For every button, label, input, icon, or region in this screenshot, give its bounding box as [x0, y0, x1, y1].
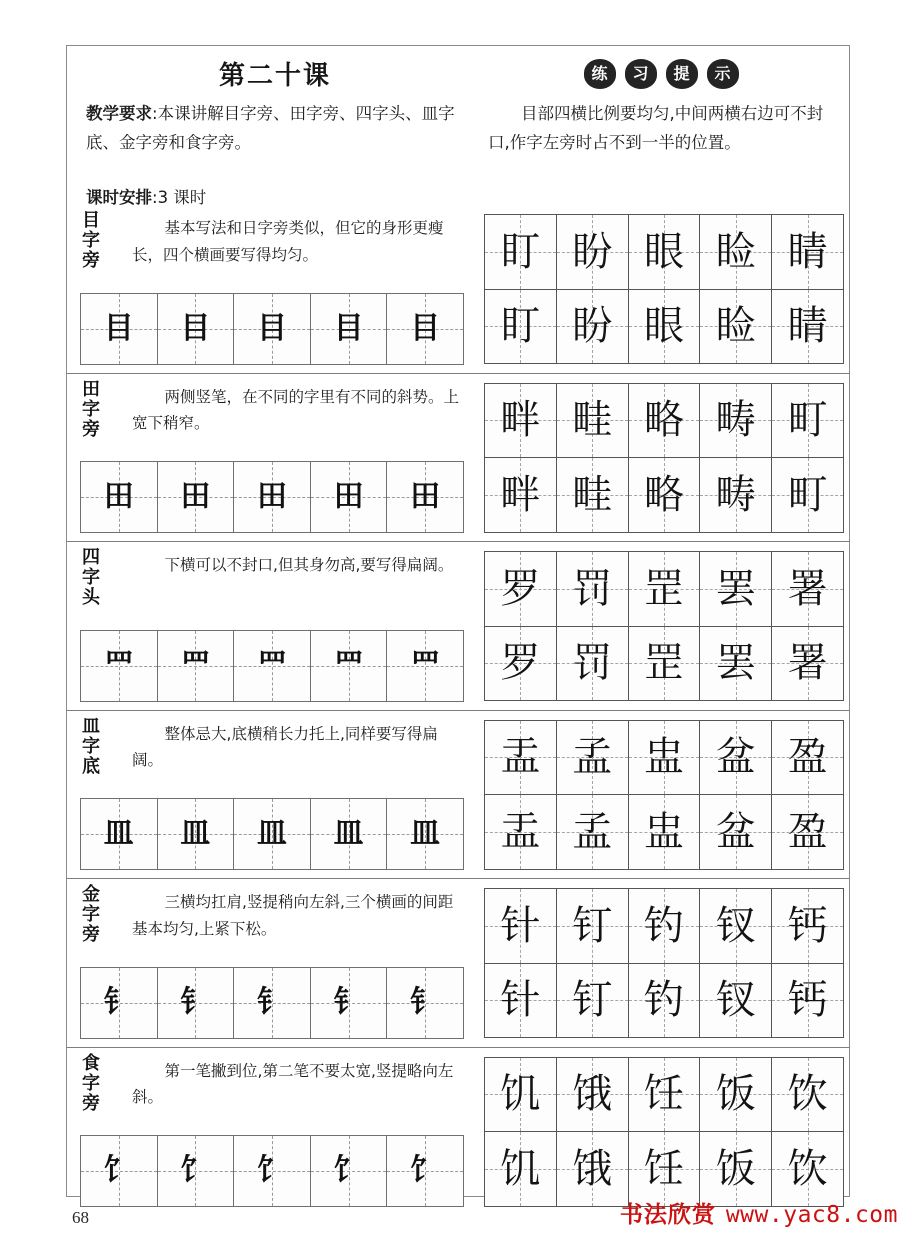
practice-cell[interactable]	[234, 462, 311, 532]
lesson-row-right	[478, 542, 850, 710]
practice-glyph: 罒	[180, 647, 211, 683]
lesson-row	[66, 205, 850, 373]
character-glyph: 盂	[500, 808, 541, 855]
character-grid-row	[485, 889, 843, 964]
lesson-rows	[66, 205, 850, 1215]
practice-glyph: 皿	[256, 816, 287, 851]
character-glyph: 饿	[572, 1071, 613, 1118]
practice-grid	[80, 1135, 464, 1207]
radical-description: 整体忌大,底横稍长力托上,同样要写得扁阔。	[132, 724, 438, 770]
character-glyph: 针	[500, 977, 541, 1024]
character-cell[interactable]	[700, 889, 772, 963]
radical-name: 四字头	[82, 547, 100, 609]
practice-cell[interactable]	[387, 631, 463, 701]
character-glyph: 钓	[643, 902, 684, 949]
character-grid-row	[485, 290, 843, 364]
character-glyph: 盯	[500, 303, 541, 350]
character-cell[interactable]	[485, 290, 557, 364]
character-cell[interactable]	[629, 290, 701, 364]
character-cell[interactable]	[629, 1058, 701, 1132]
character-glyph: 睛	[787, 303, 828, 350]
practice-glyph: 饣	[180, 1153, 211, 1188]
character-cell[interactable]	[557, 458, 629, 532]
practice-cell[interactable]	[158, 1136, 235, 1206]
tip-badge-1: 练	[584, 59, 616, 89]
radical-description: 下横可以不封口,但其身勿高,要写得扁阔。	[164, 556, 454, 574]
tip-badge-3: 提	[666, 59, 698, 89]
character-cell[interactable]	[700, 795, 772, 869]
character-cell[interactable]	[557, 627, 629, 701]
character-cell[interactable]	[629, 552, 701, 626]
practice-grid	[80, 630, 464, 702]
character-glyph: 盂	[500, 734, 541, 781]
character-cell[interactable]	[557, 1132, 629, 1206]
radical-name: 皿字底	[82, 715, 100, 777]
lesson-row-left	[66, 711, 478, 879]
character-cell[interactable]	[700, 1132, 772, 1206]
radical-description: 三横均扛肩,竖提稍向左斜,三个横画的间距基本均匀,上紧下松。	[132, 893, 454, 938]
practice-glyph: 罒	[256, 647, 287, 683]
character-grid	[484, 383, 844, 533]
character-glyph: 盆	[715, 808, 756, 855]
character-grid-row	[485, 384, 843, 459]
character-grid-row	[485, 1132, 843, 1206]
character-cell[interactable]	[557, 290, 629, 364]
character-glyph: 孟	[572, 808, 613, 855]
character-cell[interactable]	[772, 458, 843, 532]
character-cell[interactable]	[772, 215, 843, 289]
character-glyph: 盯	[500, 228, 541, 275]
character-glyph: 署	[787, 565, 828, 612]
character-cell[interactable]	[772, 1132, 843, 1206]
practice-glyph: 田	[410, 479, 441, 514]
watermark-url: www.yac8.com	[725, 1202, 898, 1228]
practice-cell[interactable]	[311, 462, 388, 532]
practice-glyph: 田	[103, 479, 134, 514]
character-cell[interactable]	[700, 627, 772, 701]
character-glyph: 钉	[572, 902, 613, 949]
character-grid-row	[485, 458, 843, 532]
character-cell[interactable]	[557, 1058, 629, 1132]
character-grid	[484, 551, 844, 701]
practice-cell[interactable]	[234, 968, 311, 1038]
character-cell[interactable]	[629, 889, 701, 963]
character-cell[interactable]	[557, 889, 629, 963]
class-period-label: 课时安排	[86, 187, 152, 207]
teaching-requirement-separator: :	[152, 104, 158, 123]
character-cell[interactable]	[700, 290, 772, 364]
practice-tips-badge-group	[488, 59, 834, 89]
tip-badge-4: 示	[707, 59, 739, 89]
character-glyph: 饪	[643, 1145, 684, 1192]
character-glyph: 畴	[715, 471, 756, 518]
practice-glyph: 钅	[256, 984, 287, 1020]
practice-glyph: 饣	[333, 1153, 364, 1188]
lesson-row-right	[478, 374, 850, 542]
character-cell[interactable]	[557, 795, 629, 869]
practice-glyph: 目	[410, 310, 441, 346]
character-cell[interactable]	[629, 215, 701, 289]
character-glyph: 针	[500, 902, 541, 949]
character-cell[interactable]	[772, 290, 843, 364]
character-cell[interactable]	[772, 889, 843, 963]
character-glyph: 畔	[500, 397, 541, 444]
character-glyph: 略	[643, 397, 684, 444]
lesson-row	[66, 373, 850, 542]
character-cell[interactable]	[700, 458, 772, 532]
character-cell[interactable]	[629, 384, 701, 458]
practice-cell[interactable]	[81, 968, 158, 1038]
practice-cell[interactable]	[387, 294, 463, 364]
character-glyph: 钉	[572, 977, 613, 1024]
character-glyph: 罡	[643, 565, 684, 612]
character-cell[interactable]	[485, 1058, 557, 1132]
practice-cell[interactable]	[387, 1136, 463, 1206]
character-glyph: 町	[787, 471, 828, 518]
character-glyph: 孟	[572, 734, 613, 781]
lesson-row	[66, 878, 850, 1047]
lesson-row	[66, 541, 850, 710]
practice-cell[interactable]	[234, 1136, 311, 1206]
practice-glyph: 钅	[180, 984, 211, 1020]
practice-glyph: 目	[333, 310, 364, 346]
practice-cell[interactable]	[387, 462, 463, 532]
character-glyph: 饭	[715, 1145, 756, 1192]
character-glyph: 罗	[500, 565, 541, 612]
practice-glyph: 钅	[103, 984, 134, 1020]
character-glyph: 睛	[787, 228, 828, 275]
lesson-row-right	[478, 1048, 850, 1216]
character-glyph: 饪	[643, 1071, 684, 1118]
character-cell[interactable]	[700, 1058, 772, 1132]
character-cell[interactable]	[557, 721, 629, 795]
class-period-separator: :	[152, 187, 158, 207]
character-cell[interactable]	[485, 458, 557, 532]
character-glyph: 畦	[572, 471, 613, 518]
radical-description: 两侧竖笔，在不同的字里有不同的斜势。上宽下稍窄。	[132, 387, 460, 433]
character-grid	[484, 720, 844, 870]
practice-cell[interactable]	[311, 799, 388, 869]
character-cell[interactable]	[772, 552, 843, 626]
practice-cell[interactable]	[158, 631, 235, 701]
character-grid-row	[485, 552, 843, 627]
practice-grid	[80, 461, 464, 533]
character-glyph: 盼	[572, 228, 613, 275]
page-title: 第二十课	[218, 61, 331, 91]
class-period-text: 3 课时	[157, 187, 207, 207]
character-cell[interactable]	[772, 384, 843, 458]
practice-cell[interactable]	[387, 968, 463, 1038]
character-cell[interactable]	[485, 889, 557, 963]
character-glyph: 畦	[572, 397, 613, 444]
character-cell[interactable]	[485, 721, 557, 795]
practice-cell[interactable]	[387, 799, 463, 869]
practice-grid	[80, 798, 464, 870]
practice-glyph: 皿	[410, 816, 441, 851]
character-glyph: 眼	[643, 303, 684, 350]
radical-name: 目字旁	[82, 210, 100, 272]
character-glyph: 罚	[572, 640, 613, 687]
character-cell[interactable]	[700, 721, 772, 795]
character-cell[interactable]	[485, 795, 557, 869]
practice-cell[interactable]	[311, 1136, 388, 1206]
character-glyph: 钙	[787, 902, 828, 949]
character-cell[interactable]	[557, 215, 629, 289]
character-glyph: 钗	[715, 977, 756, 1024]
character-glyph: 钗	[715, 902, 756, 949]
practice-glyph: 饣	[410, 1153, 441, 1188]
practice-glyph: 田	[333, 479, 364, 514]
teaching-requirement-text: 本课讲解目字旁、田字旁、四字头、皿字底、金字旁和食字旁。	[86, 104, 455, 152]
character-grid-row	[485, 964, 843, 1038]
character-glyph: 町	[787, 397, 828, 444]
character-glyph: 饥	[500, 1071, 541, 1118]
lesson-row-left	[66, 374, 478, 542]
character-glyph: 饿	[572, 1145, 613, 1192]
practice-glyph: 皿	[180, 816, 211, 851]
character-glyph: 罗	[500, 640, 541, 687]
character-glyph: 饮	[787, 1145, 828, 1192]
character-grid	[484, 214, 844, 364]
character-cell[interactable]	[700, 964, 772, 1038]
practice-grid	[80, 293, 464, 365]
lesson-row-right	[478, 711, 850, 879]
character-cell[interactable]	[772, 795, 843, 869]
practice-cell[interactable]	[311, 968, 388, 1038]
lesson-row	[66, 1047, 850, 1216]
practice-cell[interactable]	[234, 294, 311, 364]
practice-glyph: 罒	[410, 647, 441, 683]
character-glyph: 盈	[787, 808, 828, 855]
character-glyph: 罢	[715, 640, 756, 687]
character-grid	[484, 1057, 844, 1207]
character-glyph: 罚	[572, 565, 613, 612]
practice-cell[interactable]	[81, 799, 158, 869]
practice-glyph: 田	[256, 479, 287, 514]
character-glyph: 盆	[715, 734, 756, 781]
character-cell[interactable]	[629, 627, 701, 701]
teaching-requirement	[86, 100, 464, 158]
lesson-row-left	[66, 542, 478, 710]
practice-glyph: 饣	[103, 1153, 134, 1188]
practice-cell[interactable]	[81, 631, 158, 701]
character-cell[interactable]	[485, 1132, 557, 1206]
character-cell[interactable]	[772, 964, 843, 1038]
character-cell[interactable]	[700, 384, 772, 458]
practice-cell[interactable]	[311, 294, 388, 364]
practice-cell[interactable]	[81, 294, 158, 364]
practice-glyph: 钅	[410, 984, 441, 1020]
character-glyph: 饥	[500, 1145, 541, 1192]
watermark	[620, 1196, 898, 1229]
lesson-row-right	[478, 205, 850, 373]
character-glyph: 眼	[643, 228, 684, 275]
character-glyph: 钙	[787, 977, 828, 1024]
character-glyph: 盈	[787, 734, 828, 781]
radical-description: 第一笔撇到位,第二笔不要太宽,竖提略向左斜。	[132, 1061, 454, 1107]
practice-glyph: 饣	[256, 1153, 287, 1188]
character-cell[interactable]	[629, 964, 701, 1038]
character-cell[interactable]	[700, 552, 772, 626]
radical-description: 基本写法和日字旁类似，但它的身形更瘦长，四个横画要写得均匀。	[132, 219, 444, 264]
character-cell[interactable]	[485, 384, 557, 458]
character-glyph: 略	[643, 471, 684, 518]
header-left-column	[66, 45, 478, 205]
practice-cell[interactable]	[158, 968, 235, 1038]
radical-name: 金字旁	[82, 884, 100, 946]
header-right-column	[478, 45, 850, 205]
practice-glyph: 皿	[333, 816, 364, 851]
character-glyph: 盼	[572, 303, 613, 350]
character-glyph: 钓	[643, 977, 684, 1024]
character-grid-row	[485, 721, 843, 796]
lesson-row-left	[66, 1048, 478, 1216]
practice-glyph: 目	[103, 310, 134, 346]
practice-cell[interactable]	[158, 799, 235, 869]
practice-glyph: 罒	[333, 647, 364, 683]
character-glyph: 署	[787, 640, 828, 687]
radical-name: 田字旁	[82, 378, 100, 440]
character-cell[interactable]	[557, 552, 629, 626]
character-glyph: 饮	[787, 1071, 828, 1118]
character-grid-row	[485, 215, 843, 290]
lesson-row-left	[66, 879, 478, 1047]
practice-cell[interactable]	[81, 462, 158, 532]
radical-name: 食字旁	[82, 1052, 100, 1114]
practice-glyph: 田	[180, 479, 211, 514]
character-cell[interactable]	[700, 215, 772, 289]
practice-cell[interactable]	[158, 462, 235, 532]
character-glyph: 畴	[715, 397, 756, 444]
character-cell[interactable]	[629, 1132, 701, 1206]
character-cell[interactable]	[772, 627, 843, 701]
practice-cell[interactable]	[234, 799, 311, 869]
practice-glyph: 钅	[333, 984, 364, 1020]
teaching-requirement-label: 教学要求	[86, 104, 152, 123]
character-cell[interactable]	[485, 552, 557, 626]
character-cell[interactable]	[557, 384, 629, 458]
lesson-row-left	[66, 205, 478, 373]
character-cell[interactable]	[629, 721, 701, 795]
character-grid-row	[485, 1058, 843, 1133]
character-glyph: 盅	[643, 734, 684, 781]
character-glyph: 罢	[715, 565, 756, 612]
page-header	[66, 45, 850, 205]
character-cell[interactable]	[485, 215, 557, 289]
character-glyph: 畔	[500, 471, 541, 518]
character-cell[interactable]	[557, 964, 629, 1038]
character-cell[interactable]	[629, 795, 701, 869]
character-cell[interactable]	[629, 458, 701, 532]
watermark-chinese-text: 书法欣赏	[619, 1202, 716, 1228]
character-grid	[484, 888, 844, 1038]
page-number: 68	[72, 1208, 89, 1227]
practice-glyph: 目	[180, 310, 211, 346]
character-cell[interactable]	[485, 964, 557, 1038]
character-cell[interactable]	[772, 1058, 843, 1132]
practice-cell[interactable]	[81, 1136, 158, 1206]
character-cell[interactable]	[772, 721, 843, 795]
practice-cell[interactable]	[234, 631, 311, 701]
lesson-row	[66, 710, 850, 879]
practice-glyph: 目	[256, 310, 287, 346]
character-grid-row	[485, 795, 843, 869]
tip-badge-2: 习	[625, 59, 657, 89]
practice-glyph: 皿	[103, 816, 134, 851]
practice-grid	[80, 967, 464, 1039]
practice-cell[interactable]	[311, 631, 388, 701]
lesson-row-right	[478, 879, 850, 1047]
practice-cell[interactable]	[158, 294, 235, 364]
character-grid-row	[485, 627, 843, 701]
character-glyph: 睑	[715, 228, 756, 275]
character-glyph: 盅	[643, 808, 684, 855]
character-glyph: 饭	[715, 1071, 756, 1118]
character-glyph: 罡	[643, 640, 684, 687]
character-glyph: 睑	[715, 303, 756, 350]
character-cell[interactable]	[485, 627, 557, 701]
practice-glyph: 罒	[103, 647, 134, 683]
practice-tip-text: 目部四横比例要均匀,中间两横右边可不封口,作字左旁时占不到一半的位置。	[488, 104, 824, 153]
